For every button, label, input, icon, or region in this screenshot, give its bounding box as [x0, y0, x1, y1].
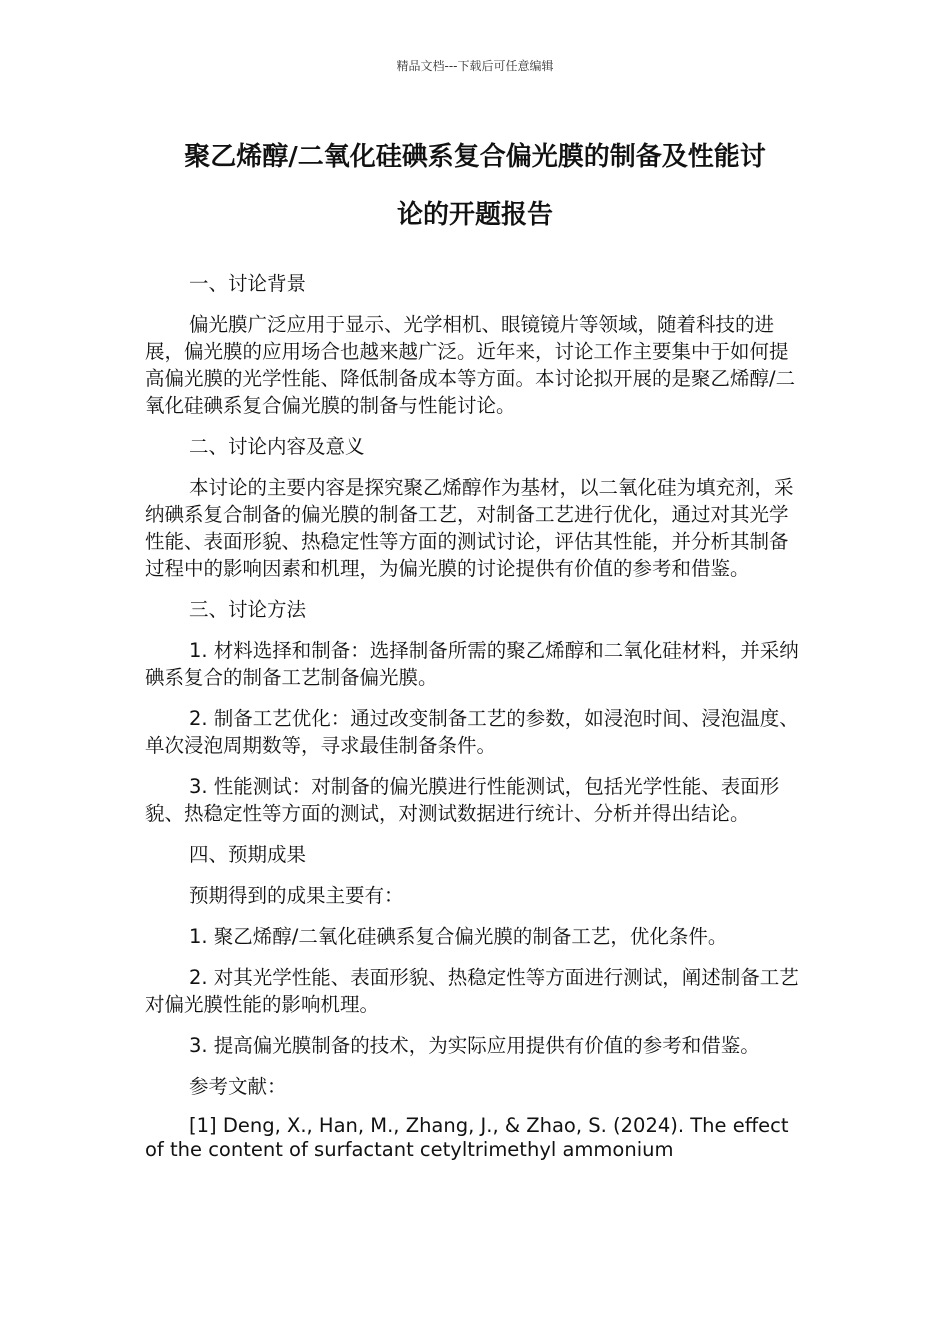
references-heading: 参考文献： [189, 1075, 287, 1098]
method-item-3: 3. 性能测试：对制备的偏光膜进行性能测试，包括光学性能、表面形貌、热稳定性等方面的测试，对测试数据进行统计、分析并得出结论。 [145, 775, 780, 825]
result-item-1: 1. 聚乙烯醇/二氧化硅碘系复合偏光膜的制备工艺，优化条件。 [189, 925, 728, 948]
document-title [140, 128, 810, 244]
document-body [145, 270, 805, 1176]
method-item-1: 1. 材料选择和制备：选择制备所需的聚乙烯醇和二氧化硅材料，并采纳碘系复合的制备工艺制备偏光膜。 [145, 639, 799, 689]
paragraph-content: 本讨论的主要内容是探究聚乙烯醇作为基材，以二氧化硅为填充剂，采纳碘系复合制备的偏光膜的制备工艺，对制备工艺进行优化，通过对其光学性能、表面形貌、热稳定性等方面的测试讨论，评估其性能，并分析其制备过程中的影响因素和机理，为偏光膜的讨论提供有价值的参考和借鉴。 [145, 476, 794, 580]
section-heading-content: 二、讨论内容及意义 [189, 435, 365, 458]
section-heading-results: 四、预期成果 [189, 843, 307, 866]
paragraph-background: 偏光膜广泛应用于显示、光学相机、眼镜镜片等领域，随着科技的进展，偏光膜的应用场合也越来越广泛。近年来，讨论工作主要集中于如何提高偏光膜的光学性能、降低制备成本等方面。本讨论拟开展的是聚乙烯醇/二氧化硅碘系复合偏光膜的制备与性能讨论。 [145, 313, 796, 417]
page-header: 精品文档---下载后可任意编辑 [396, 59, 554, 73]
title-line-2: 论的开题报告 [396, 200, 553, 230]
section-heading-methods: 三、讨论方法 [189, 598, 307, 621]
section-heading-background: 一、讨论背景 [189, 272, 307, 295]
results-intro: 预期得到的成果主要有： [189, 884, 404, 907]
title-line-1: 聚乙烯醇/二氧化硅碘系复合偏光膜的制备及性能讨 [184, 142, 766, 172]
result-item-2: 2. 对其光学性能、表面形貌、热稳定性等方面进行测试，阐述制备工艺对偏光膜性能的影响机理。 [145, 966, 799, 1016]
result-item-3: 3. 提高偏光膜制备的技术，为实际应用提供有价值的参考和借鉴。 [189, 1034, 760, 1057]
method-item-2: 2. 制备工艺优化：通过改变制备工艺的参数，如浸泡时间、浸泡温度、单次浸泡周期数等，寻求最佳制备条件。 [145, 707, 799, 757]
reference-item-1: [1] Deng, X., Han, M., Zhang, J., & Zhao, S. (2024). The effect of the content of surfactant cetyltrimethyl ammonium [145, 1114, 789, 1161]
